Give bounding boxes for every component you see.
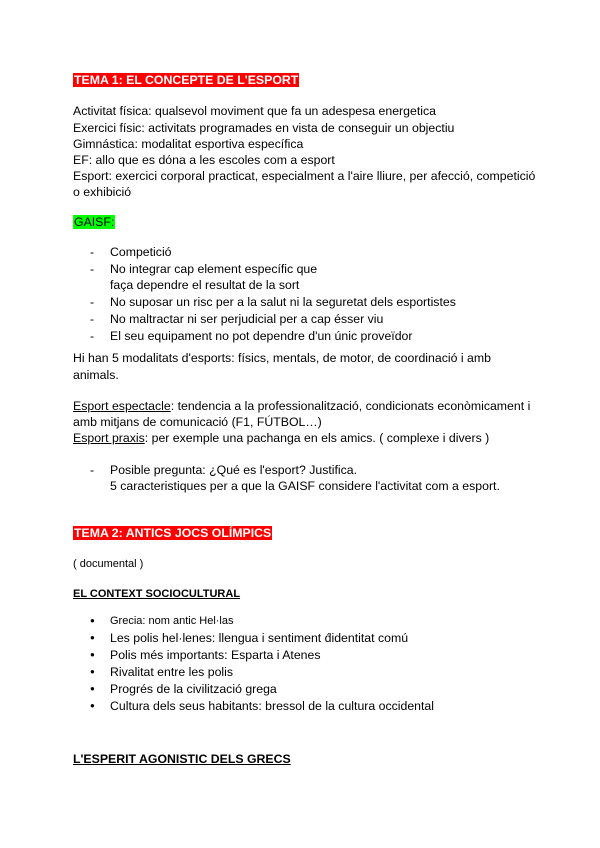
list-item <box>88 462 500 494</box>
definition-line: Exercici físic: activitats programades en vista de conseguir un objectiu <box>73 121 455 135</box>
list-item <box>88 261 456 293</box>
praxis-text: : per exemple una pachanga en els amics. ( complexe i divers ) <box>144 431 490 445</box>
list-item-text: 5 caracteristiques per a que la GAISF considere l'activitat com a esport. <box>110 479 500 493</box>
espectacle-line2: amb mitjans de comunicació (F1, FÚTBOL…) <box>73 415 322 429</box>
context-list <box>88 613 434 715</box>
modalitats-line: Hi han 5 modalitats d'esports: físics, mentals, de motor, de coordinació i amb <box>73 351 491 365</box>
list-item: - El seu equipament no pot dependre d'un únic proveïdor <box>88 328 456 344</box>
espectacle-term: Esport espectacle <box>73 399 171 413</box>
list-item: ● Rivalitat entre les polis <box>88 664 434 680</box>
gaisf-list <box>88 244 456 345</box>
list-item-text: Posible pregunta: ¿Qué es l'esport? Justifica. <box>110 463 358 477</box>
tema2-title-highlight: TEMA 2: ANTICS JOCS OLÍMPICS <box>74 526 272 540</box>
esperit-heading: L'ESPERIT AGONISTIC DELS GRECS <box>73 752 291 766</box>
definition-line: o exhibició <box>73 185 132 199</box>
list-item-text: faça dependre el resultat de la sort <box>110 278 300 292</box>
list-item-text: No integrar cap element específic que <box>110 262 318 276</box>
definition-line: Gimnástica: modalitat esportiva específica <box>73 137 304 151</box>
tema1-title-highlight: TEMA 1: EL CONCEPTE DE L'ESPORT <box>74 73 299 87</box>
definition-line: Esport: exercici corporal practicat, especialment a l'aire lliure, per afecció, competició <box>73 169 536 183</box>
definition-line: EF: allo que es dóna a les escoles com a esport <box>73 153 335 167</box>
list-item: - Competició <box>88 244 456 260</box>
tema2-title <box>73 525 272 541</box>
list-item: ● Cultura dels seus habitants: bressol de la cultura occidental <box>88 698 434 714</box>
list-item: ● Les polis hel·lenes: llengua i sentiment d́identitat comú <box>88 630 434 646</box>
definition-line: Activitat física: qualsevol moviment que fa un adespesa energetica <box>73 104 436 118</box>
tema1-title <box>73 72 299 88</box>
list-item: - No suposar un risc per a la salut ni la seguretat dels esportistes <box>88 294 456 310</box>
praxis-term: Esport praxis <box>73 431 145 445</box>
pregunta-list <box>88 462 500 495</box>
list-item: - No maltractar ni ser perjudicial per a cap ésser viu <box>88 311 456 327</box>
esport-praxis <box>73 430 489 446</box>
list-item: ● Grecia: nom antic Hel·las <box>88 613 434 629</box>
list-item: ● Polis més importants: Esparta i Atenes <box>88 647 434 663</box>
espectacle-text: : tendencia a la professionalització, condicionats econòmicament i <box>170 399 531 413</box>
documental-note: ( documental ) <box>73 558 144 570</box>
context-heading: EL CONTEXT SOCIOCULTURAL <box>73 588 241 600</box>
gaisf-highlight: GAISF: <box>74 215 115 229</box>
esport-espectacle <box>73 398 530 414</box>
modalitats-line: animals. <box>73 368 119 382</box>
gaisf-label <box>73 214 115 230</box>
list-item: ● Progrés de la civilització grega <box>88 681 434 697</box>
